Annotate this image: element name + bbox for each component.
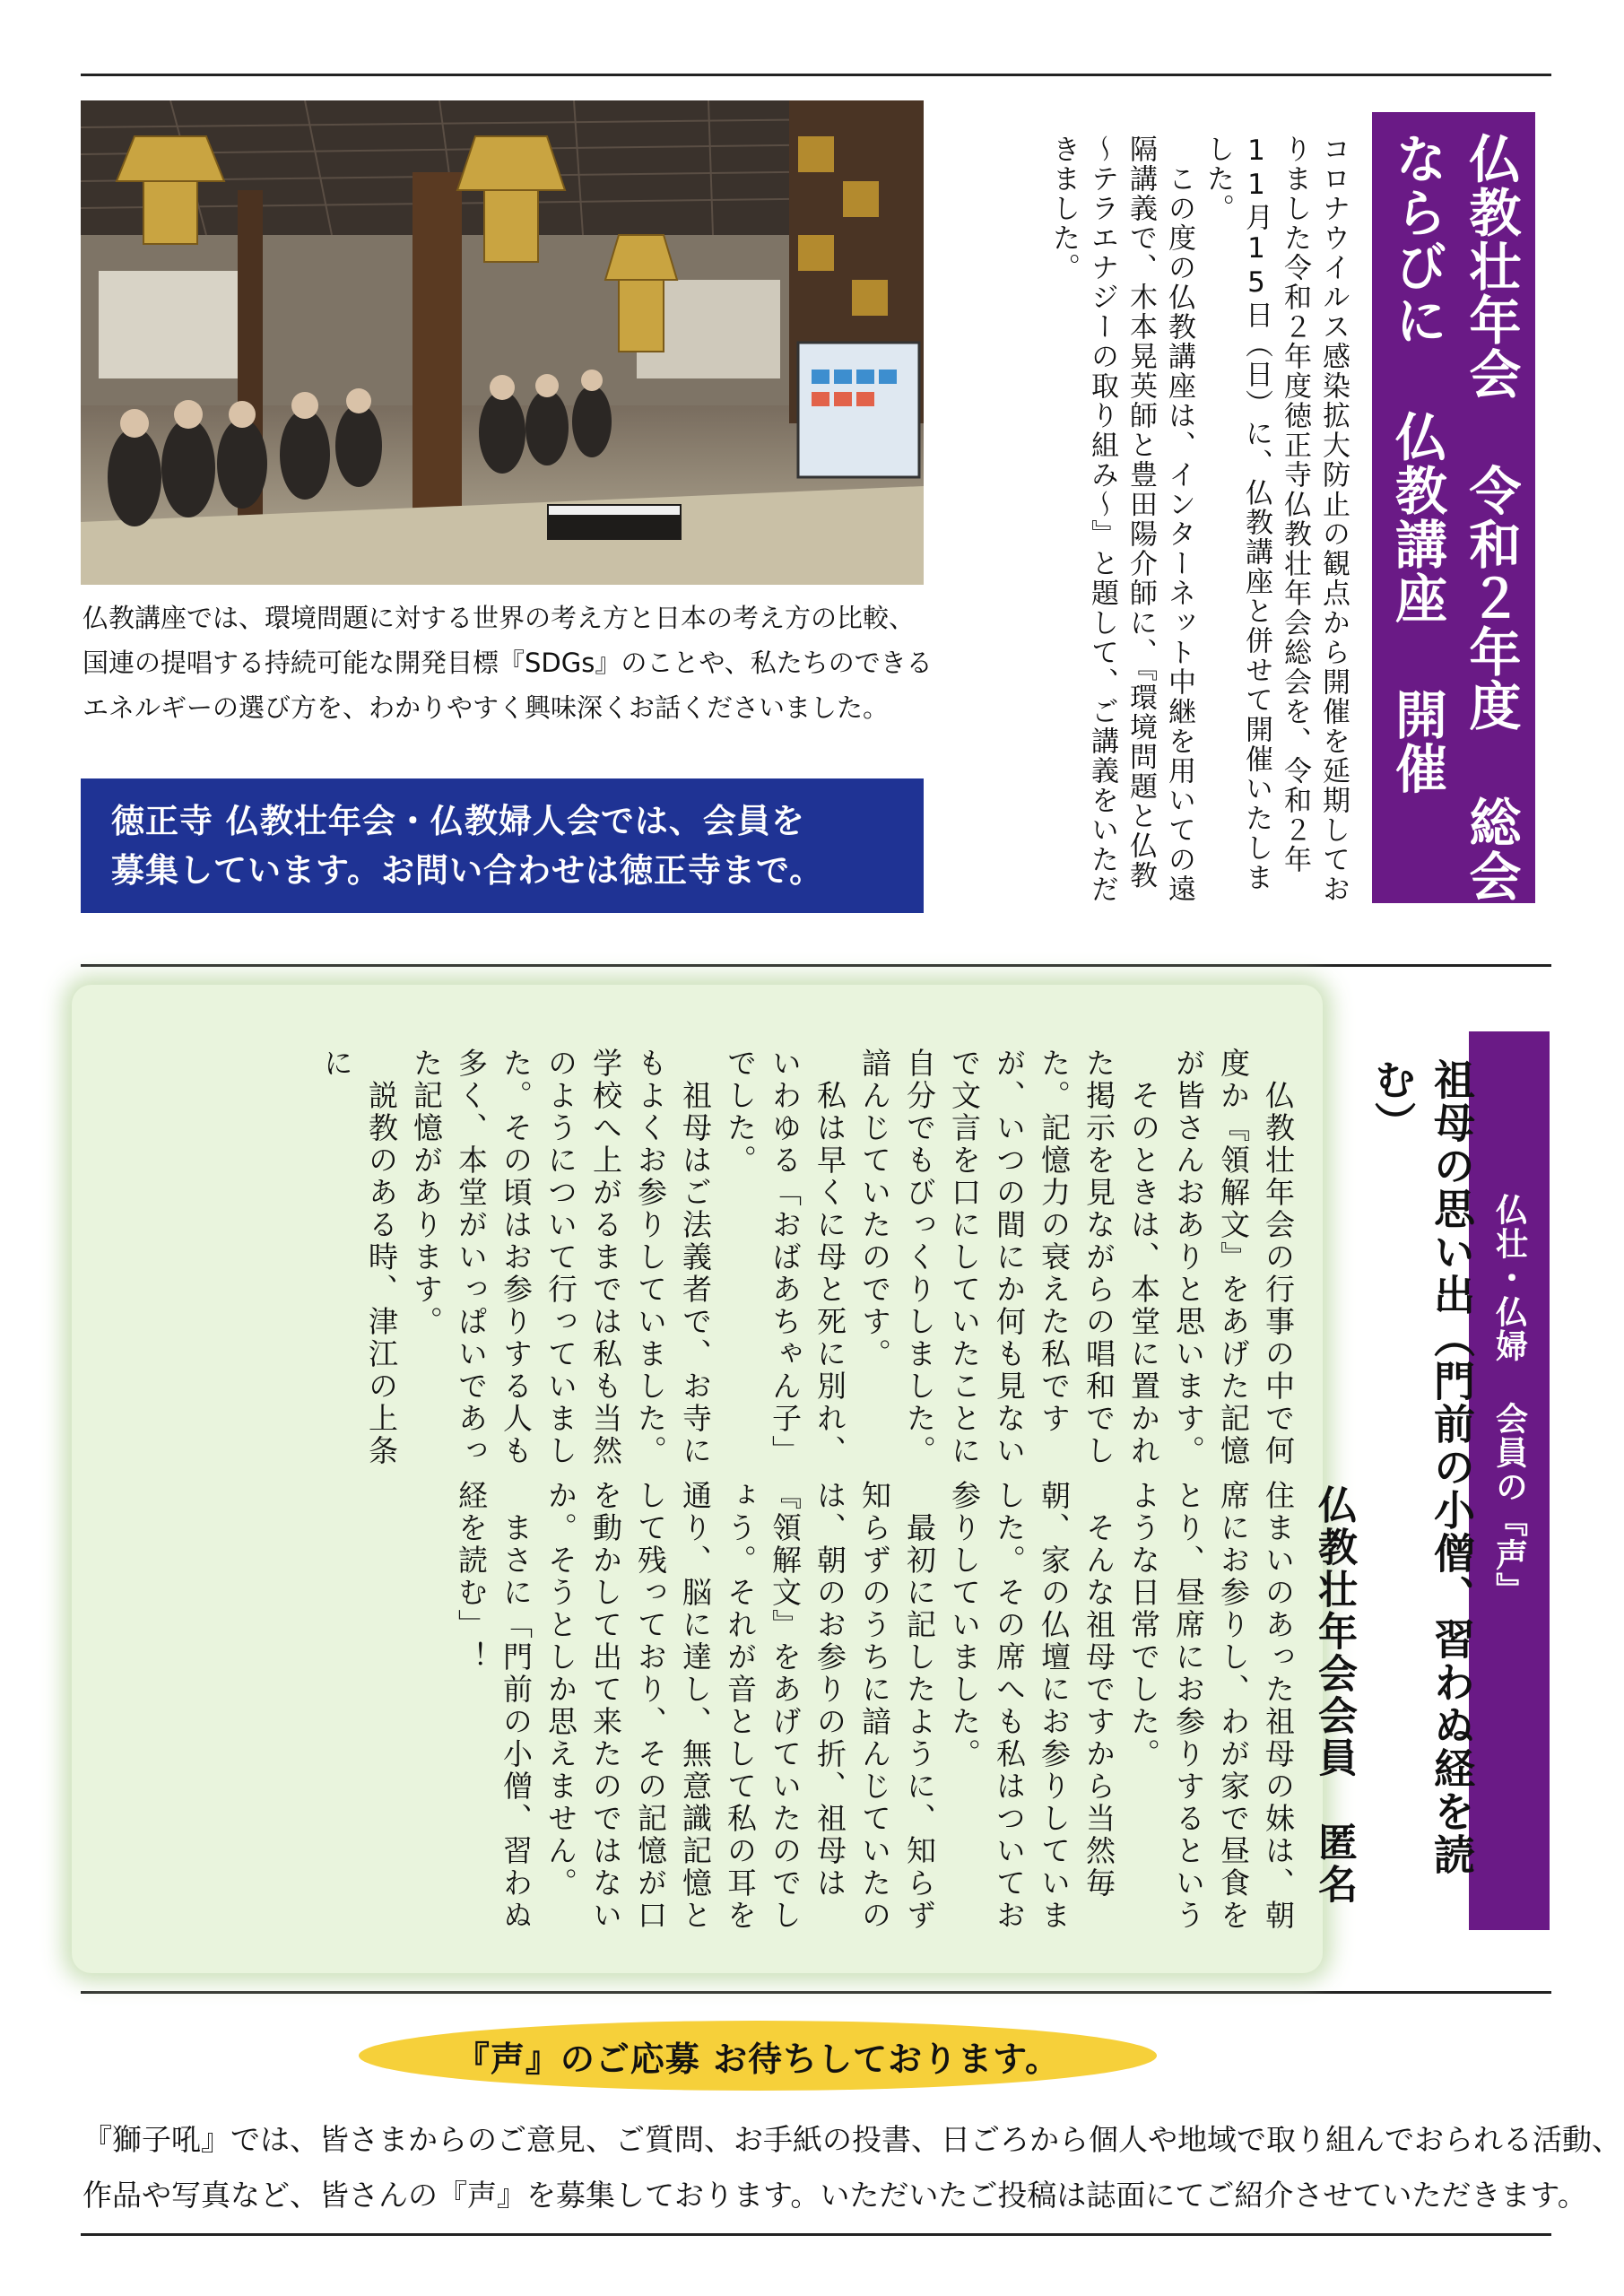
article-title: 仏教壮年会 令和２年度 総会 ならびに 仏教講座 開催 xyxy=(1386,132,1522,903)
call-line: 作品や写真など、皆さんの『声』を募集しております。いただいたご投稿は誌面にてご紹介させていただきます。 xyxy=(83,2178,1587,2213)
call-for-voice-text xyxy=(83,2112,1621,2223)
voice-author-box xyxy=(1305,1484,1368,1987)
article-body: コロナウイルス感染拡大防止の観点から開催を延期しておりました令和２年度徳正寺仏教壮年会総会を、令和２年11月15日（日）に、仏教講座と併せて開催いたしました。 この度の仏教講座は、インターネット中継を用いての遠隔講義で、木本晃英師と豊田陽介師に、『環境問題と仏教～テラエナジーの取り組み～』と題して、ご講義をいただきました。 xyxy=(1047,135,1350,904)
caption-line: 仏教講座では、環境問題に対する世界の考え方と日本の考え方の比較、 xyxy=(83,603,916,633)
article-title-box xyxy=(1372,112,1535,903)
middle-divider xyxy=(81,964,1551,967)
voice-author: 仏教壮年会会員 匿名 xyxy=(1311,1484,1357,1906)
bottom-divider xyxy=(81,2233,1551,2236)
banner-line: 徳正寺 仏教壮年会・仏教婦人会では、会員を xyxy=(111,802,805,840)
lower-divider xyxy=(81,1991,1551,1994)
lecture-photo xyxy=(81,100,924,585)
call-for-voice-heading: 『声』のご応募 お待ちしております。 xyxy=(359,2021,1157,2091)
voice-headline-box xyxy=(1363,1058,1476,1919)
call-line: 『獅子吼』では、皆さまからのご意見、ご質問、お手紙の投書、日ごろから個人や地域で取り組んでおられる活動、 xyxy=(83,2122,1621,2157)
voice-body-lower: 住まいのあった祖母の妹は、朝席にお参りし、わが家で昼食をとり、昼席にお参りするというような日常でした。 そんな祖母ですから当然毎朝、家の仏壇にお参りしていました。その席へも私はついてお参りしていました。 最初に記したように、知らず知らずのうちに諳んじていたのは、朝のお参りの折、祖母は『領解文』をあげていたのでしょう。それが音として私の耳を通り、脳に達し、無意識記憶として残っており、その記憶が口を動かして出て来たのではないか。そうとしか思えません。 まさに「門前の小僧、習わぬ経を読む」！ xyxy=(454,1480,1296,1932)
banner-line: 募集しています。お問い合わせは徳正寺まで。 xyxy=(111,851,824,890)
member-recruit-banner xyxy=(81,778,924,913)
voice-body-upper: 仏教壮年会の行事の中で何度か『領解文』をあげた記憶が皆さんおありと思います。 そのときは、本堂に置かれた掲示を見ながらの唱和でした。記憶力の衰えた私ですが、いつの間にか何も見ないで文言を口にしていたことに自分でもびっくりしました。諳んじていたのです。 私は早くに母と死に別れ、いわゆる「おばあちゃん子」でした。 祖母はご法義者で、お寺にもよくお参りしていました。学校へ上がるまでは私も当然のようについて行っていました。その頃はお参りする人も多く、本堂がいっぱいであった記憶があります。 説教のある時、津江の上条に xyxy=(319,1048,1296,1467)
voice-tag-label: 仏壮・仏婦 会員の『声』 xyxy=(1490,1193,1528,1606)
caption-line: 国連の提唱する持続可能な開発目標『SDGs』のことや、私たちのできる xyxy=(83,648,933,678)
top-divider xyxy=(81,74,1551,76)
photo-caption xyxy=(83,596,943,730)
voice-headline: 祖母の思い出（門前の小僧、習わぬ経を読む） xyxy=(1368,1058,1476,1876)
caption-line: エネルギーの選び方を、わかりやすく興味深くお話くださいました。 xyxy=(83,692,890,723)
